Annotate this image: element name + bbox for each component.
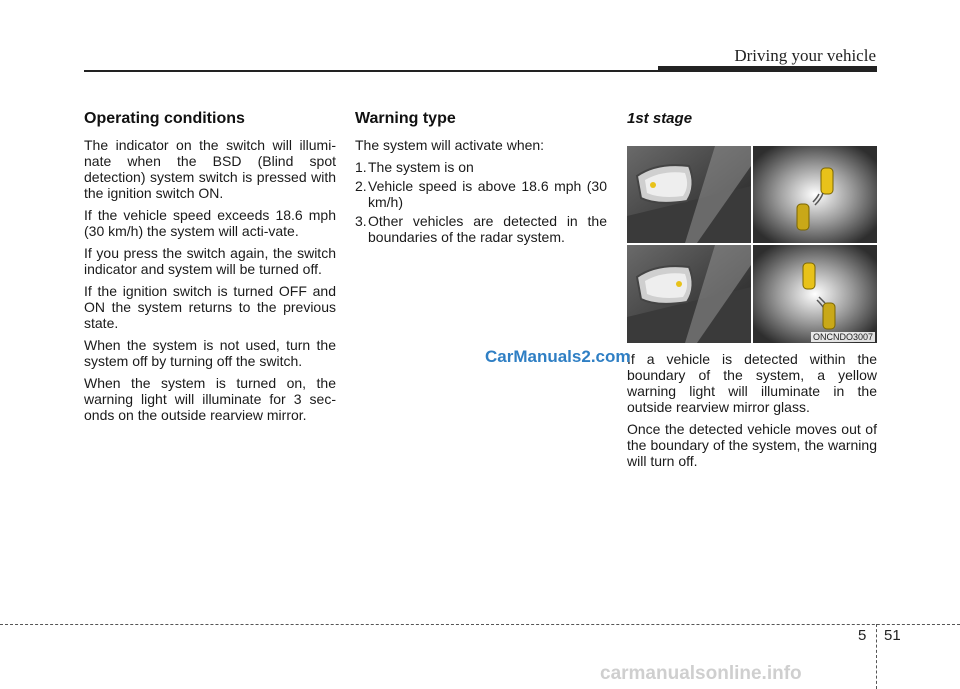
site-watermark[interactable]: CarManuals2.com: [485, 347, 631, 366]
intro-text: The system will activate when:: [355, 137, 545, 153]
warning-type-section: [355, 110, 607, 248]
figure-code: ONCNDO3007: [812, 332, 873, 342]
section-number: 5: [858, 627, 867, 644]
list-text: Other vehicles are detected in the boundaries of the radar system.: [368, 213, 607, 245]
footer-divider: [876, 624, 877, 689]
subsection-heading: 1st stage: [627, 110, 693, 127]
list-number: 2.: [355, 178, 367, 194]
first-stage-section: [627, 110, 877, 475]
paragraph: The indicator on the switch will illumi-nate when the BSD (Blind spot detection) system switch is pressed with the ignition switch ON.: [84, 137, 336, 201]
list-number: 3.: [355, 213, 367, 229]
side-mirror-icon: [627, 146, 751, 243]
list-item: [355, 159, 607, 175]
header-rule: [84, 70, 660, 72]
side-mirror-icon: [627, 245, 751, 343]
page-number: 51: [884, 627, 901, 644]
list-item: [355, 178, 607, 210]
list-number: 1.: [355, 159, 367, 175]
radar-scene-icon: [753, 245, 877, 343]
paragraph: If a vehicle is detected within the boundary of the system, a yellow warning light will illuminate in the outside rearview mirror glass.: [627, 351, 877, 415]
footer-rule: [0, 624, 960, 625]
bsd-illustration: [627, 146, 877, 343]
paragraph: When the system is turned on, the warning light will illuminate for 3 sec-onds on the outside rearview mirror.: [84, 375, 336, 423]
operating-conditions-section: [84, 110, 336, 429]
paragraph: If you press the switch again, the switch indicator and system will be turned off.: [84, 245, 336, 277]
list-item: [355, 213, 607, 245]
mirror-panel-top: [627, 146, 751, 243]
chapter-title: Driving your vehicle: [734, 46, 876, 65]
section-heading: Warning type: [355, 110, 456, 127]
header-rule-thick: [658, 66, 877, 72]
paragraph: If the vehicle speed exceeds 18.6 mph (30 km/h) the system will acti-vate.: [84, 207, 336, 239]
traffic-panel-top: [753, 146, 877, 243]
bottom-watermark: carmanualsonline.info: [600, 663, 802, 684]
radar-scene-icon: [753, 146, 877, 243]
mirror-panel-bottom: [627, 245, 751, 343]
list-text: The system is on: [368, 159, 474, 175]
section-heading: Operating conditions: [84, 110, 245, 127]
list-text: Vehicle speed is above 18.6 mph (30 km/h): [368, 178, 607, 210]
paragraph: If the ignition switch is turned OFF and ON the system returns to the previous state.: [84, 283, 336, 331]
paragraph: Once the detected vehicle moves out of the boundary of the system, the warning will turn off.: [627, 421, 877, 469]
traffic-panel-bottom: [753, 245, 877, 343]
paragraph: When the system is not used, turn the system off by turning off the switch.: [84, 337, 336, 369]
